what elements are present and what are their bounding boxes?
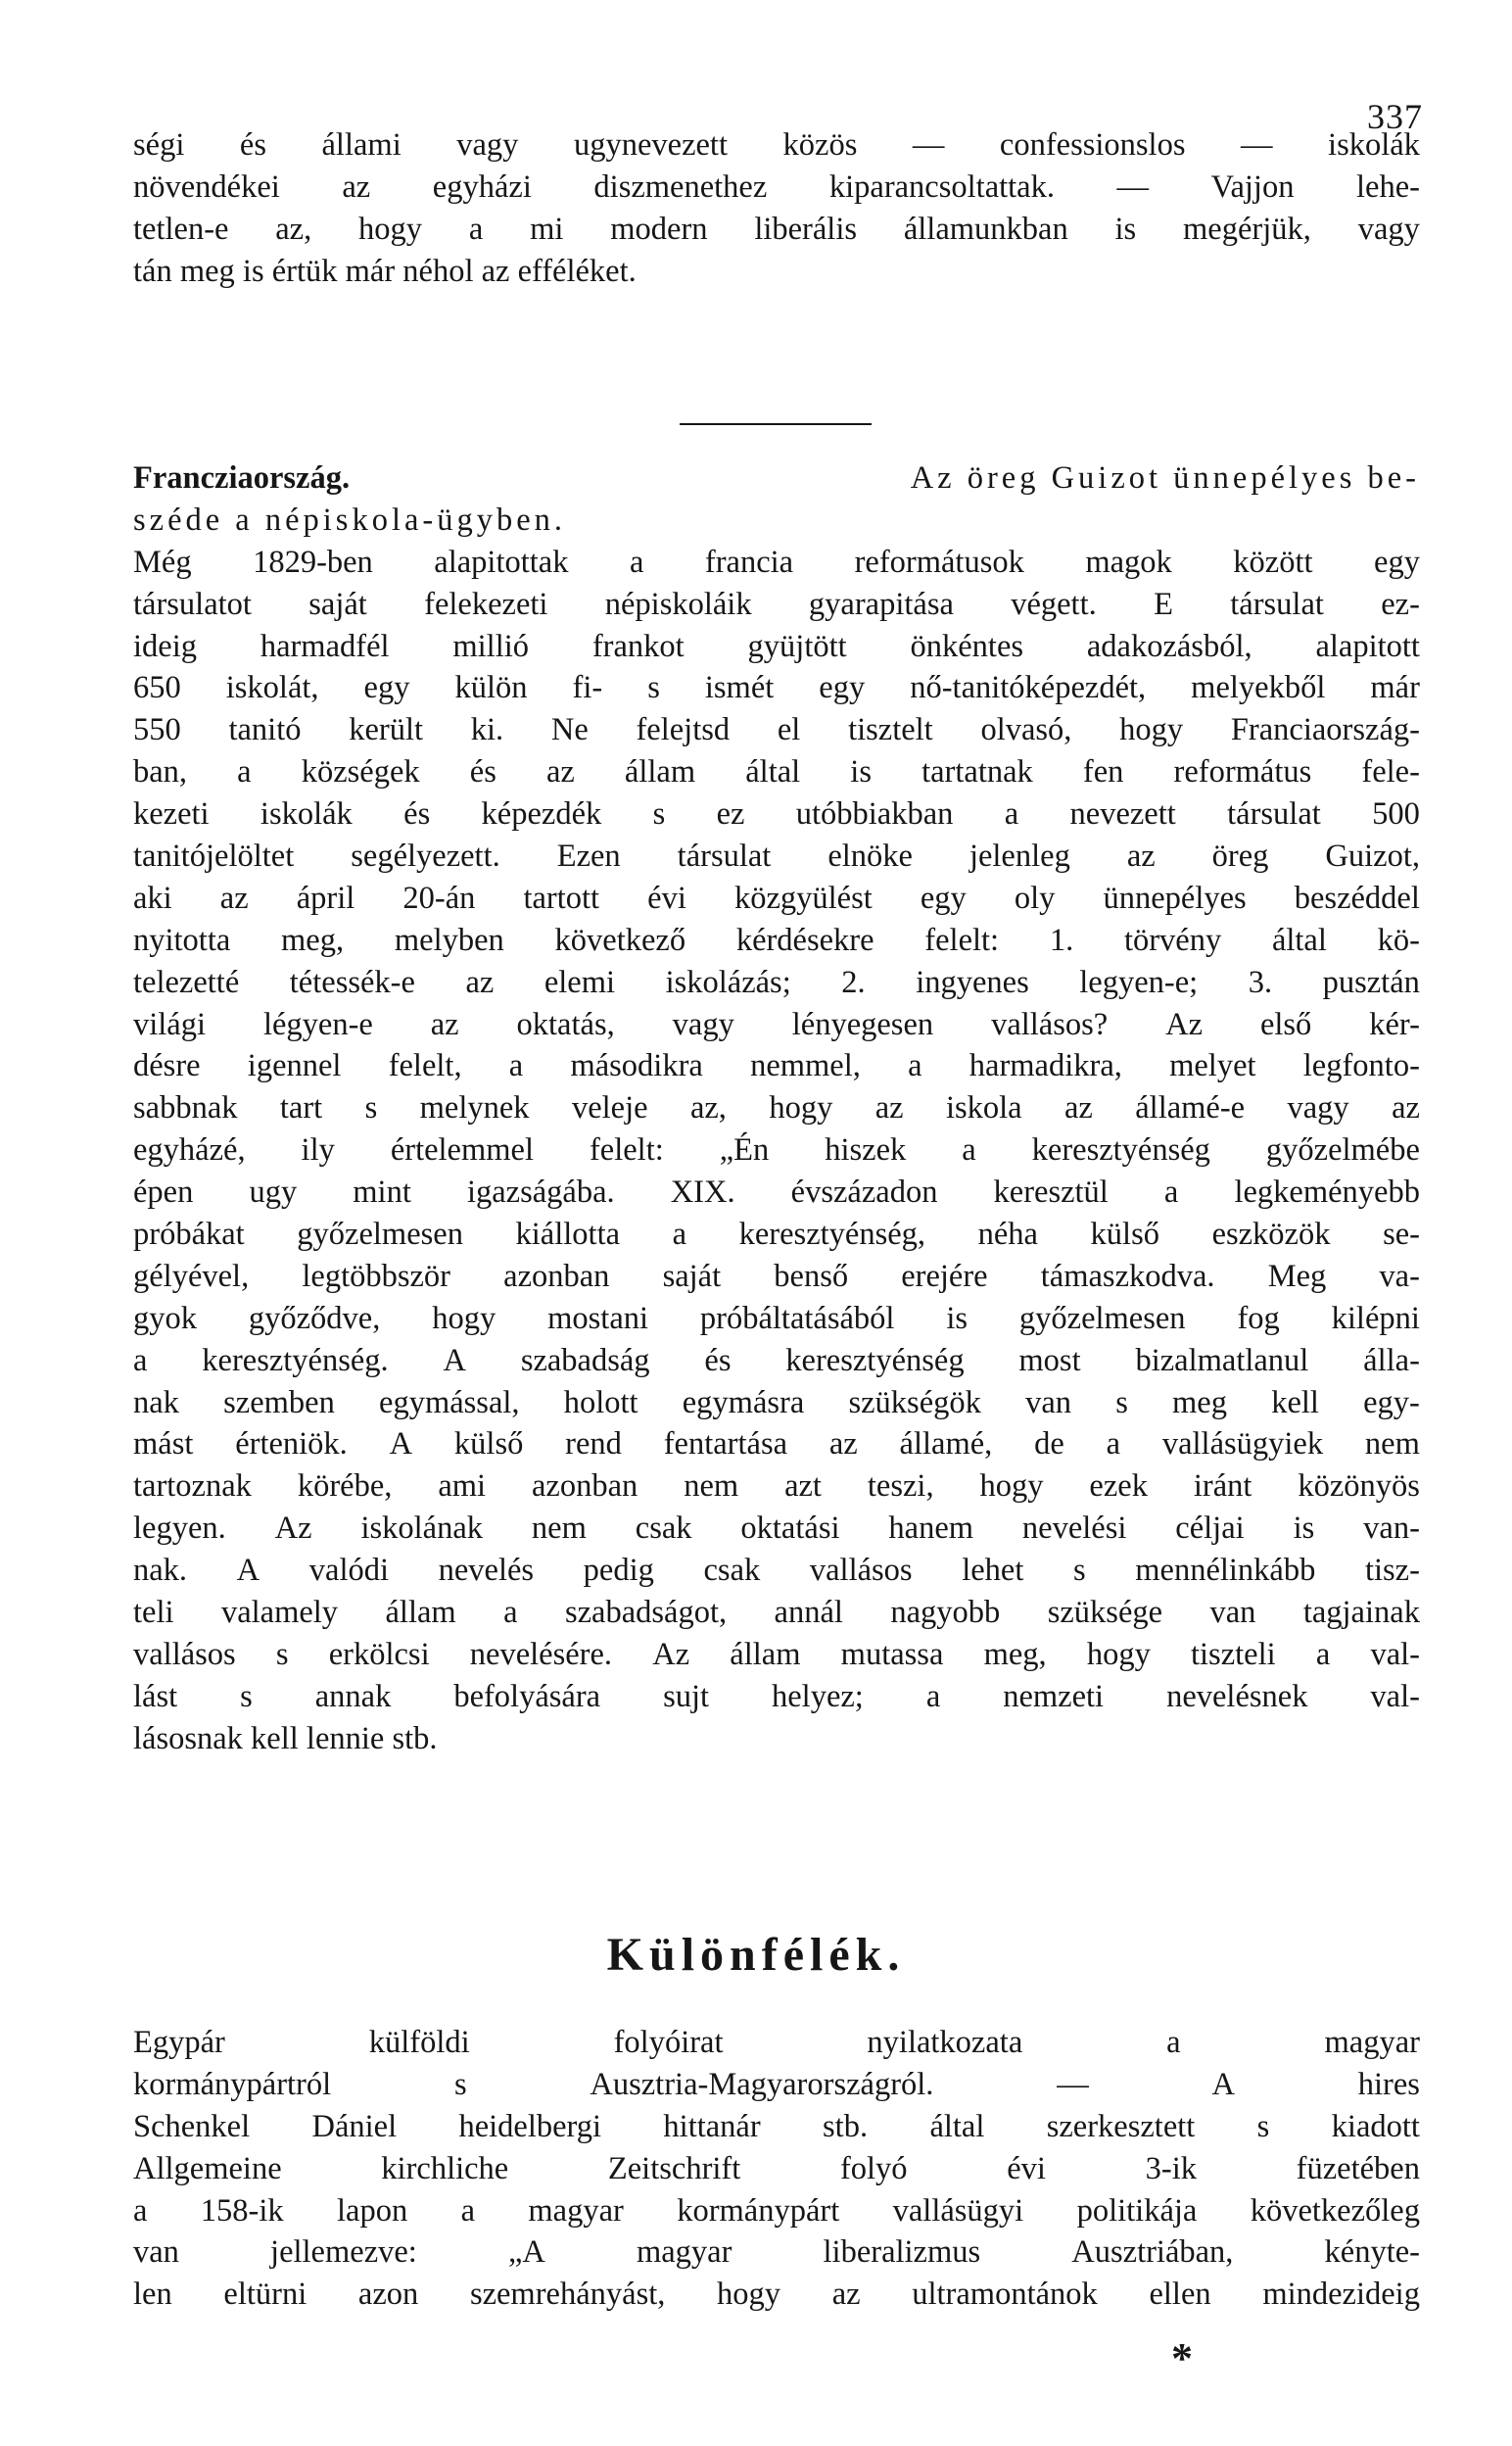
text-line: van jellemezve: „A magyar liberalizmus Ausztriában, kényte-: [133, 2234, 1420, 2271]
text-line: désre igennel felelt, a másodikra nemmel, a harmadikra, melyet legfonto-: [133, 1048, 1420, 1084]
article-miscellany: [133, 2022, 1420, 2316]
text-line: Allgemeine kirchliche Zeitschrift folyó évi 3-ik füzetében: [133, 2150, 1420, 2186]
text-line: legyen. Az iskolának nem csak oktatási hanem nevelési céljai is van-: [133, 1511, 1420, 1547]
text-line: gélyével, legtöbbször azonban saját benső erejére támaszkodva. Meg va-: [133, 1258, 1420, 1294]
heading-title-part2: széde a népiskola-ügyben.: [133, 502, 567, 538]
article-france: [133, 457, 1420, 1760]
text-line: tartoznak körébe, ami azonban nem azt teszi, hogy ezek iránt közönyös: [133, 1468, 1420, 1505]
text-line: Schenkel Dániel heidelbergi hittanár stb. által szerkesztett s kiadott: [133, 2108, 1420, 2144]
text-line: Még 1829-ben alapitottak a francia reformátusok magok között egy: [133, 544, 1420, 580]
text-line: a keresztyénség. A szabadság és keresztyénség most bizalmatlanul álla-: [133, 1342, 1420, 1378]
article-heading: [133, 457, 1420, 500]
text-line: vallásos s erkölcsi nevelésére. Az állam mutassa meg, hogy tiszteli a val-: [133, 1636, 1420, 1672]
text-line: nak szemben egymással, holott egymásra szükségök van s meg kell egy-: [133, 1384, 1420, 1420]
text-line: próbákat győzelmesen kiállotta a keresztyénség, néha külső eszközök se-: [133, 1217, 1420, 1253]
text-line: egyházé, ily értelemmel felelt: „Én hiszek a keresztyénség győzelmébe: [133, 1132, 1420, 1169]
text-line: len eltürni azon szemrehányást, hogy az ultramontánok ellen mindezideig: [133, 2277, 1420, 2313]
text-line: ségi és állami vagy ugynevezett közös — confessionslos — iskolák: [133, 127, 1420, 163]
text-line: aki az ápril 20-án tartott évi közgyülést egy oly ünnepélyes beszéddel: [133, 880, 1420, 916]
section-title: Különfélék.: [606, 1929, 906, 1981]
heading-country: Francziaország.: [133, 460, 351, 496]
text-line: 650 iskolát, egy külön fi- s ismét egy nő-tanitóképezdét, melyekből már: [133, 670, 1420, 706]
section-divider: [680, 423, 872, 425]
text-line: mást érteniök. A külső rend fentartása az államé, de a vallásügyiek nem: [133, 1426, 1420, 1463]
text-line: lást s annak befolyására sujt helyez; a nemzeti nevelésnek val-: [133, 1678, 1420, 1714]
text-line: nyitotta meg, melyben következő kérdésekre felelt: 1. törvény által kö-: [133, 922, 1420, 958]
text-line: kezeti iskolák és képezdék s ez utóbbiakban a nevezett társulat 500: [133, 796, 1420, 833]
text-line: növendékei az egyházi diszmenethez kiparancsoltattak. — Vajjon lehe-: [133, 168, 1420, 205]
heading-title-part1: Az öreg Guizot ünnepélyes be-: [910, 460, 1420, 496]
text-line: lásosnak kell lennie stb.: [133, 1720, 438, 1756]
text-line: tán meg is értük már néhol az efféléket.: [133, 253, 637, 289]
article-heading-line2: [133, 500, 1420, 542]
text-line: 550 tanitó került ki. Ne felejtsd el tisztelt olvasó, hogy Franciaország-: [133, 712, 1420, 748]
text-line: Egypár külföldi folyóirat nyilatkozata a magyar: [133, 2025, 1420, 2060]
paragraph-intro: [133, 124, 1420, 293]
text-line: nak. A valódi nevelés pedig csak vallásos lehet s mennélinkább tisz-: [133, 1553, 1420, 1589]
text-line: sabbnak tart s melynek veleje az, hogy az iskola az államé-e vagy az: [133, 1090, 1420, 1127]
article-body: [133, 542, 1420, 1760]
text-line: telezetté tétessék-e az elemi iskolázás; 2. ingyenes legyen-e; 3. pusztán: [133, 964, 1420, 1000]
text-line: világi légyen-e az oktatás, vagy lényegesen vallásos? Az első kér-: [133, 1006, 1420, 1042]
text-line: tanitójelöltet segélyezett. Ezen társulat elnöke jelenleg az öreg Guizot,: [133, 839, 1420, 875]
text-line: ideig harmadfél millió frankot gyüjtött önkéntes adakozásból, alapitott: [133, 628, 1420, 664]
text-line: épen ugy mint igazságába. XIX. évszázadon keresztül a legkeményebb: [133, 1175, 1420, 1211]
text-line: kormánypártról s Ausztria-Magyarországról. — A hires: [133, 2066, 1420, 2102]
text-line: tetlen-e az, hogy a mi modern liberális államunkban is megérjük, vagy: [133, 211, 1420, 247]
text-line: társulatot saját felekezeti népiskoláik gyarapitása végett. E társulat ez-: [133, 586, 1420, 622]
article-body: [133, 2022, 1420, 2316]
text-line: gyok győződve, hogy mostani próbáltatásából is győzelmesen fog kilépni: [133, 1300, 1420, 1336]
text-line: ban, a községek és az állam által is tartatnak fen református fele-: [133, 754, 1420, 791]
text-line: a 158-ik lapon a magyar kormánypárt vallásügyi politikája következőleg: [133, 2192, 1420, 2229]
page-number: 337: [1367, 97, 1423, 136]
footnote-mark: *: [1171, 2334, 1193, 2382]
text-line: teli valamely állam a szabadságot, annál nagyobb szüksége van tagjainak: [133, 1595, 1420, 1631]
